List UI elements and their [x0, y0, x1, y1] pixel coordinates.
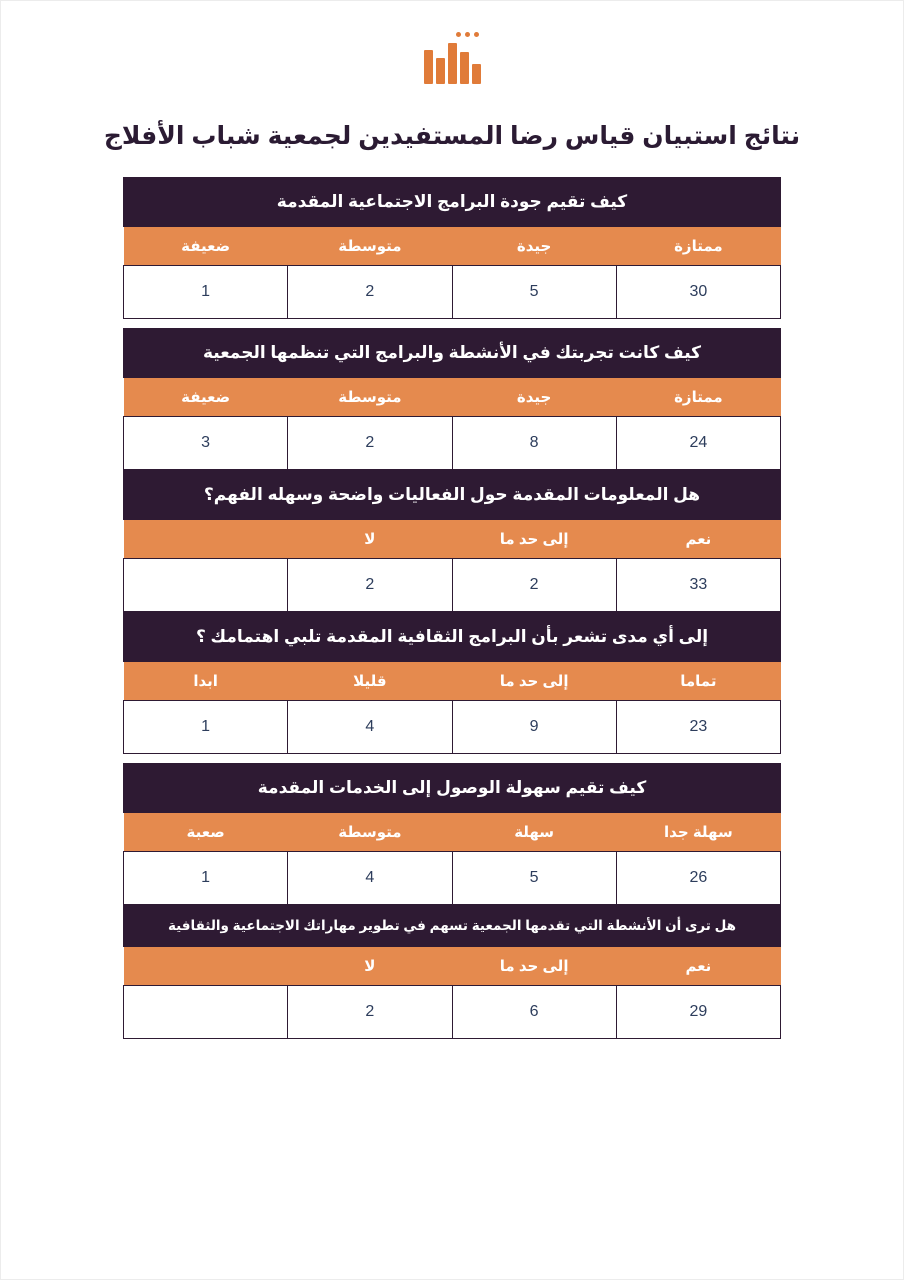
option-label: ابدا	[124, 662, 288, 701]
value-cell-empty	[124, 986, 288, 1039]
value-cell: 2	[452, 559, 616, 612]
value-cell: 3	[124, 417, 288, 470]
values-row	[124, 417, 781, 470]
option-label: ممتازة	[616, 378, 780, 417]
options-row	[124, 378, 781, 417]
option-label	[124, 520, 288, 559]
shabab-logo-icon	[424, 42, 481, 84]
value-cell: 1	[124, 701, 288, 754]
values-row	[124, 701, 781, 754]
option-label: صعبة	[124, 813, 288, 852]
question-header: كيف كانت تجربتك في الأنشطة والبرامج التي تنظمها الجمعية	[123, 328, 781, 378]
option-label: إلى حد ما	[452, 947, 616, 986]
value-cell: 5	[452, 266, 616, 319]
value-cell: 8	[452, 417, 616, 470]
survey-block	[123, 763, 781, 905]
option-label: إلى حد ما	[452, 520, 616, 559]
option-label: جيدة	[452, 378, 616, 417]
option-label: إلى حد ما	[452, 662, 616, 701]
results-table	[123, 520, 781, 612]
option-label: ممتازة	[616, 227, 780, 266]
value-cell: 30	[616, 266, 780, 319]
row-spacer	[123, 754, 781, 763]
value-cell: 6	[452, 986, 616, 1039]
value-cell: 1	[124, 266, 288, 319]
options-row	[124, 947, 781, 986]
question-header: هل المعلومات المقدمة حول الفعاليات واضحة وسهله الفهم؟	[123, 470, 781, 520]
question-header: كيف تقيم جودة البرامج الاجتماعية المقدمة	[123, 177, 781, 227]
question-header: كيف تقيم سهولة الوصول إلى الخدمات المقدمة	[123, 763, 781, 813]
option-label: نعم	[616, 520, 780, 559]
options-row	[124, 662, 781, 701]
option-label: ضعيفة	[124, 227, 288, 266]
option-label: لا	[288, 520, 452, 559]
survey-block	[123, 905, 781, 1039]
value-cell: 2	[288, 266, 452, 319]
survey-block	[123, 470, 781, 612]
options-row	[124, 520, 781, 559]
values-row	[124, 986, 781, 1039]
option-label	[124, 947, 288, 986]
results-table	[123, 227, 781, 319]
logo-dots	[456, 32, 479, 37]
value-cell: 26	[616, 852, 780, 905]
option-label: متوسطة	[288, 378, 452, 417]
survey-block	[123, 177, 781, 319]
value-cell: 1	[124, 852, 288, 905]
results-table	[123, 947, 781, 1039]
option-label: سهلة جدا	[616, 813, 780, 852]
value-cell: 2	[288, 417, 452, 470]
value-cell: 5	[452, 852, 616, 905]
page-title: نتائج استبيان قياس رضا المستفيدين لجمعية شباب الأفلاج	[103, 122, 801, 150]
option-label: ضعيفة	[124, 378, 288, 417]
question-header: هل ترى أن الأنشطة التي تقدمها الجمعية تسهم في تطوير مهاراتك الاجتماعية والثقافية	[123, 905, 781, 947]
survey-block	[123, 612, 781, 754]
option-label: متوسطة	[288, 813, 452, 852]
survey-block	[123, 328, 781, 470]
logo-bars	[424, 43, 481, 84]
value-cell: 4	[288, 701, 452, 754]
value-cell: 23	[616, 701, 780, 754]
results-tables	[123, 177, 781, 1039]
results-table	[123, 813, 781, 905]
value-cell: 33	[616, 559, 780, 612]
option-label: قليلا	[288, 662, 452, 701]
options-row	[124, 227, 781, 266]
value-cell: 9	[452, 701, 616, 754]
value-cell: 2	[288, 986, 452, 1039]
values-row	[124, 559, 781, 612]
option-label: لا	[288, 947, 452, 986]
value-cell: 4	[288, 852, 452, 905]
logo-container	[33, 27, 871, 99]
value-cell: 24	[616, 417, 780, 470]
option-label: جيدة	[452, 227, 616, 266]
values-row	[124, 852, 781, 905]
value-cell-empty	[124, 559, 288, 612]
option-label: تماما	[616, 662, 780, 701]
results-table	[123, 662, 781, 754]
option-label: نعم	[616, 947, 780, 986]
option-label: سهلة	[452, 813, 616, 852]
options-row	[124, 813, 781, 852]
values-row	[124, 266, 781, 319]
results-table	[123, 378, 781, 470]
value-cell: 29	[616, 986, 780, 1039]
row-spacer	[123, 319, 781, 328]
value-cell: 2	[288, 559, 452, 612]
option-label: متوسطة	[288, 227, 452, 266]
question-header: إلى أي مدى تشعر بأن البرامج الثقافية المقدمة تلبي اهتمامك ؟	[123, 612, 781, 662]
